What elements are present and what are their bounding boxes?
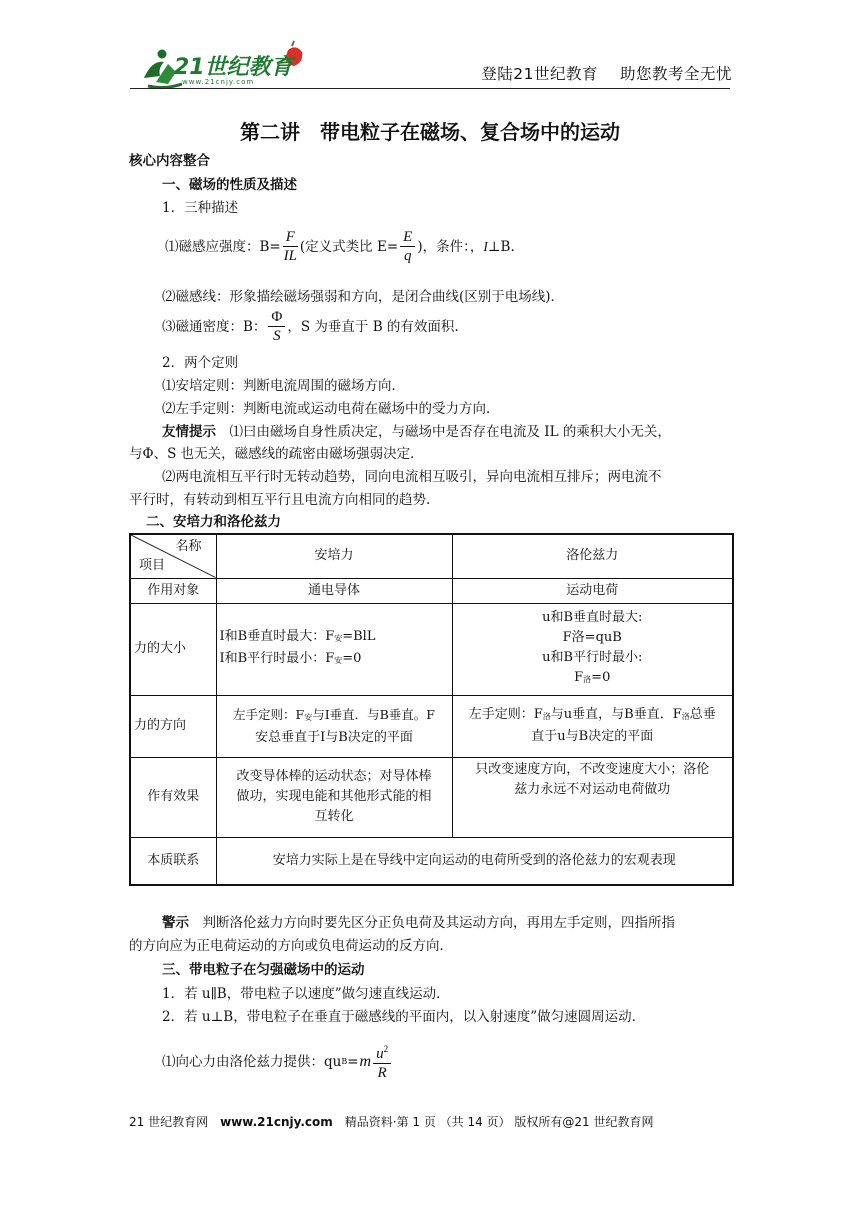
formula-magnetic-induction [165, 228, 515, 266]
text: =0 [342, 651, 362, 666]
footer-right: 精品资料·第 1 页 （共 14 页） 版权所有@21 世纪教育网 [344, 1115, 654, 1129]
footer-left: 21 世纪教育网 [129, 1115, 209, 1129]
table-cell: 安培力实际上是在导线中定向运动的电荷所受到的洛伦兹力的宏观表现 [216, 837, 733, 885]
row-label: 作用对象 [130, 578, 216, 603]
table-cell [216, 603, 452, 695]
text: 总垂 [689, 707, 716, 722]
table-cell [452, 695, 733, 757]
frac-num: Φ [268, 308, 285, 327]
cell-line: 安总垂直于I与B决定的平面 [255, 729, 413, 745]
tip-line-2: 与Φ、S 也无关，磁感线的疏密由磁场强弱决定． [129, 446, 424, 462]
formula-centripetal [162, 1040, 393, 1083]
section1-sub1: 1．三种描述 [162, 200, 239, 216]
superscript: 2 [383, 1044, 389, 1054]
table-cell [452, 603, 733, 695]
cell-line [456, 668, 730, 690]
p1-e: ⊥B. [487, 239, 515, 255]
warning-label: 警示 [162, 915, 189, 931]
logo-url: www.21cnjy.com [182, 78, 255, 86]
row-label: 力的大小 [130, 603, 216, 695]
slogan-right: 助您教考全无忧 [619, 65, 732, 83]
table-row [130, 603, 733, 695]
p-perpendicular-motion: 2．若 u⊥B，带电粒子在垂直于磁感线的平面内，以入射速度”做匀速圆周运动． [162, 1009, 646, 1025]
row-label: 本质联系 [130, 837, 216, 885]
subscript: 洛 [542, 712, 551, 721]
section1-sub2: 2．两个定则 [162, 355, 239, 371]
p3-b: ，S 为垂直于 B 的有效面积. [287, 319, 459, 335]
warn-a: 判断洛伦兹力方向时要先区分正负电荷及其运动方向，再用左手定则，四指所指 [189, 915, 675, 931]
text: =0 [591, 670, 611, 685]
text: I和B垂直时最大：F [219, 629, 335, 644]
section2-heading: 二、安培力和洛伦兹力 [146, 514, 281, 530]
corner-bottom: 项目 [139, 557, 166, 573]
slogan-left: 登陆21世纪教育 [481, 65, 598, 83]
frac-den: q [403, 248, 412, 264]
table-corner-cell [130, 534, 216, 578]
footer-site-link[interactable]: www.21cnjy.com [220, 1115, 333, 1129]
subscript: 安 [304, 712, 313, 722]
warning-line-1 [162, 913, 675, 933]
p1-c: )，条件：， [417, 239, 484, 255]
p-magnetic-lines: ⑵磁感线：形象描绘磁场强弱和方向，是闭合曲线(区别于电场线)． [162, 289, 565, 305]
section3-heading: 三、带电粒子在匀强磁场中的运动 [162, 962, 365, 978]
p-ampere-rule: ⑴安培定则：判断电流周围的磁场方向． [162, 378, 405, 394]
table-row [130, 534, 733, 578]
p1-b: (定义式类比 E= [299, 239, 399, 255]
text: 左手定则：F [468, 707, 543, 722]
p1-a: ⑴磁感应强度：B= [165, 239, 281, 255]
p-parallel-motion: 1．若 u∥B，带电粒子以速度”做匀速直线运动． [162, 986, 450, 1002]
row-label: 力的方向 [130, 695, 216, 757]
cell-line: 做功，实现电能和其他形式能的相 [236, 789, 432, 804]
fraction-f-over-il [283, 228, 298, 266]
frac-num [373, 1040, 391, 1064]
p1-d: I [483, 239, 488, 254]
subscript: 安 [334, 634, 343, 643]
cell-line: 兹力永远不对运动电荷做功 [514, 781, 671, 797]
table-cell: 运动电荷 [452, 578, 733, 603]
tip-line-4: 平行时，有转动到相互平行且电流方向相同的趋势． [129, 492, 440, 508]
table-row [130, 837, 733, 885]
row-label: 作有效果 [130, 757, 216, 837]
text: I和B平行时最小：F [219, 651, 335, 666]
cell-line: 只改变速度方向，不改变速度大小；洛伦 [475, 761, 710, 777]
cell-line: u和B垂直时最大: [542, 610, 643, 625]
cell-line [220, 627, 449, 649]
force-comparison-table [129, 533, 734, 886]
formula-flux-density [162, 308, 459, 346]
page-title: 第二讲 带电粒子在磁场、复合场中的运动 [240, 120, 620, 144]
table-cell [216, 757, 452, 837]
subscript: 安 [334, 656, 343, 665]
cell-line: 互转化 [314, 809, 354, 824]
table-cell [452, 757, 733, 837]
p3-a: ⑶磁通密度：B： [162, 319, 267, 335]
tip1-a: ⑴曰由磁场自身性质决定，与磁场中是否存在电流及 IL 的乘积大小无关， [216, 424, 671, 440]
numerator: u [376, 1046, 384, 1062]
text: F [574, 670, 584, 685]
tip-line-3: ⑵两电流相互平行时无转动趋势，同向电流相互吸引，异向电流相互排斥；两电流不 [162, 469, 662, 485]
text: 与I垂直．与B垂直。F [312, 706, 435, 722]
warning-line-2: 的方向应为正电荷运动的方向或负电荷运动的反方向． [129, 938, 453, 954]
corner-top: 名称 [175, 539, 202, 554]
cell-line: 改变导体棒的运动状态；对导体棒 [236, 769, 432, 784]
col-header-lorentz: 洛伦兹力 [452, 534, 733, 578]
header-rule [130, 88, 730, 89]
fraction-phi-over-s [268, 308, 285, 346]
header-slogan [481, 62, 732, 84]
p-left-hand-rule: ⑵左手定则：判断电流或运动电荷在磁场中的受力方向． [162, 401, 500, 417]
frac-num: F [283, 228, 298, 247]
table-cell: 通电导体 [216, 578, 452, 603]
subscript: 洛 [681, 712, 690, 721]
frac-den: R [377, 1065, 387, 1081]
tip-line-1 [162, 422, 671, 442]
table-row [130, 695, 733, 757]
text: =BlL [342, 629, 376, 644]
col-header-ampere: 安培力 [216, 534, 452, 578]
section-core-heading: 核心内容整合 [129, 153, 210, 169]
table-row [130, 578, 733, 603]
frac-den: IL [283, 248, 297, 264]
cell-line [220, 705, 449, 728]
cell-line [456, 705, 730, 727]
text: 与u垂直，与B垂直．F [550, 707, 682, 722]
fraction-e-over-q [400, 228, 415, 266]
table-cell [216, 695, 452, 757]
cell-line: F洛=quB [562, 630, 622, 645]
p3-a: ⑴向心力由洛伦兹力提供：qu [162, 1053, 342, 1070]
cell-line [220, 649, 449, 671]
logo-text: 21世纪教育 [174, 55, 293, 80]
text: 左手定则：F [233, 706, 305, 722]
logo [138, 38, 308, 94]
footer [129, 1113, 653, 1130]
subscript: B [341, 1056, 348, 1066]
cell-line: u和B平行时最小: [542, 650, 643, 665]
subscript: 洛 [583, 675, 592, 684]
cell-line: 直于u与B决定的平面 [531, 729, 654, 744]
frac-num: E [400, 228, 415, 247]
fraction-u2-over-r [373, 1040, 391, 1083]
mass-symbol: m [359, 1052, 372, 1070]
frac-den: S [273, 328, 281, 344]
tip-label: 友情提示 [162, 424, 216, 440]
section1-heading: 一、磁场的性质及描述 [162, 177, 297, 193]
table-row [130, 757, 733, 837]
p3-b: = [347, 1053, 359, 1070]
